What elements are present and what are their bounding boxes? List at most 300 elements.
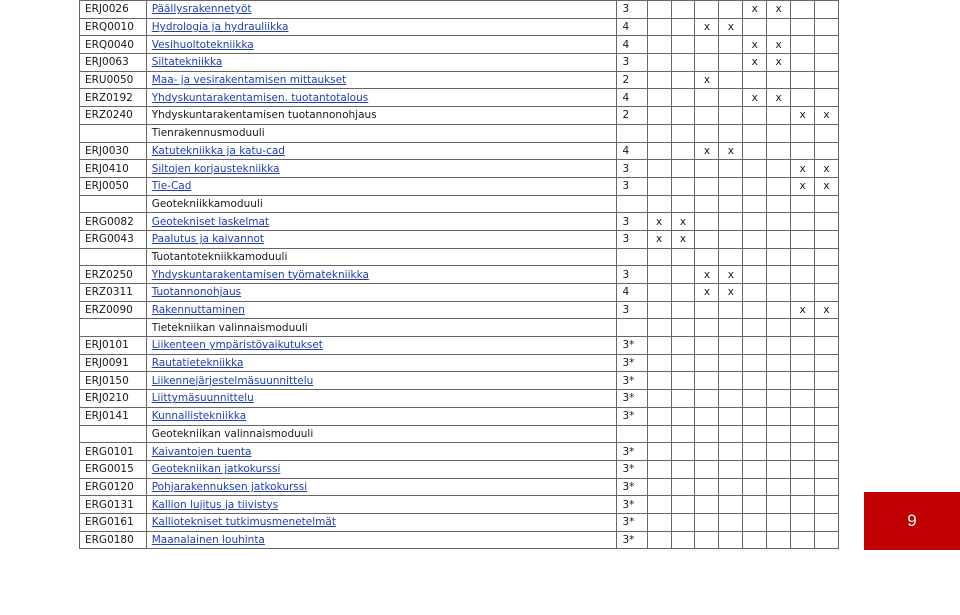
mark-cell: x [695,284,719,302]
mark-cell [671,513,695,531]
mark-cell [791,443,815,461]
mark-cell [743,124,767,142]
module-header-row [80,195,839,213]
mark-cell [815,319,839,337]
mark-cell [767,425,791,443]
mark-cell [695,425,719,443]
course-name-link[interactable]: Kaivantojen tuenta [151,445,252,458]
mark-cell [719,443,743,461]
course-name-cell [146,266,617,284]
credits: 3 [617,213,647,231]
course-name-cell [146,230,617,248]
credits: 3* [617,513,647,531]
course-code: ERG0101 [80,443,147,461]
module-header-row [80,319,839,337]
course-row [80,407,839,425]
mark-cell [767,284,791,302]
course-row [80,284,839,302]
mark-cell: x [767,36,791,54]
mark-cell [671,460,695,478]
mark-cell [647,195,671,213]
mark-cell [719,531,743,549]
mark-cell [767,301,791,319]
mark-cell [743,301,767,319]
mark-cell [695,124,719,142]
credits: 4 [617,142,647,160]
mark-cell [791,407,815,425]
course-row [80,36,839,54]
mark-cell [719,107,743,125]
course-code: ERG0161 [80,513,147,531]
mark-cell [671,478,695,496]
course-row [80,496,839,514]
course-name-link[interactable]: Tuotannonohjaus [151,286,242,299]
credits-cell [617,319,647,337]
credits: 4 [617,36,647,54]
course-name-cell [146,460,617,478]
mark-cell [695,407,719,425]
credits: 4 [617,18,647,36]
mark-cell: x [743,36,767,54]
mark-cell [671,54,695,72]
mark-cell [647,18,671,36]
mark-cell [671,372,695,390]
mark-cell [815,230,839,248]
credits: 3* [617,390,647,408]
mark-cell: x [647,230,671,248]
credits: 2 [617,107,647,125]
mark-cell [671,266,695,284]
course-name-cell [146,89,617,107]
mark-cell: x [791,107,815,125]
mark-cell [719,36,743,54]
credits: 4 [617,284,647,302]
course-code: ERJ0141 [80,407,147,425]
mark-cell [647,390,671,408]
mark-cell [743,443,767,461]
course-name-link[interactable]: Kunnallistekniikka [151,410,247,423]
mark-cell [767,337,791,355]
mark-cell [671,177,695,195]
credits: 3 [617,160,647,178]
mark-cell [719,513,743,531]
mark-cell [791,142,815,160]
mark-cell [647,89,671,107]
mark-cell: x [815,107,839,125]
mark-cell: x [767,89,791,107]
mark-cell [791,89,815,107]
course-name-link[interactable]: Pohjarakennuksen jatkokurssi [151,480,308,493]
mark-cell [815,54,839,72]
mark-cell [647,177,671,195]
mark-cell [671,124,695,142]
mark-cell [767,71,791,89]
mark-cell [743,390,767,408]
mark-cell [719,460,743,478]
course-row [80,1,839,19]
mark-cell [815,124,839,142]
mark-cell [647,425,671,443]
mark-cell [719,89,743,107]
mark-cell [695,230,719,248]
mark-cell [671,89,695,107]
mark-cell [767,531,791,549]
course-row [80,513,839,531]
mark-cell [719,124,743,142]
course-name-cell [146,54,617,72]
credits: 3* [617,372,647,390]
mark-cell [791,513,815,531]
mark-cell [815,36,839,54]
course-row [80,213,839,231]
mark-cell [815,478,839,496]
credits: 3* [617,443,647,461]
mark-cell [719,177,743,195]
mark-cell [719,496,743,514]
mark-cell [719,1,743,19]
page-number: 9 [907,511,917,530]
course-name-link[interactable]: Rakennuttaminen [151,304,245,317]
credits: 3 [617,1,647,19]
course-row [80,160,839,178]
mark-cell [743,195,767,213]
course-name-link[interactable]: Vesihuoltotekniikka [151,38,254,51]
course-code: ERG0015 [80,460,147,478]
mark-cell [647,372,671,390]
course-code-cell [80,195,147,213]
course-name-cell [146,496,617,514]
course-name-cell [146,36,617,54]
mark-cell [647,354,671,372]
course-row [80,18,839,36]
mark-cell [695,107,719,125]
course-name-cell [146,160,617,178]
mark-cell [743,71,767,89]
course-name-link[interactable]: Liittymäsuunnittelu [151,392,254,405]
mark-cell [815,89,839,107]
mark-cell [695,337,719,355]
course-name-cell [146,354,617,372]
mark-cell [695,513,719,531]
mark-cell [791,18,815,36]
course-name-cell [146,337,617,355]
mark-cell [647,54,671,72]
credits: 3* [617,478,647,496]
mark-cell: x [671,213,695,231]
mark-cell [671,443,695,461]
mark-cell [695,390,719,408]
mark-cell [815,354,839,372]
credits-cell [617,248,647,266]
mark-cell [647,319,671,337]
mark-cell: x [815,160,839,178]
credits: 2 [617,71,647,89]
mark-cell [815,18,839,36]
course-row [80,301,839,319]
mark-cell [767,390,791,408]
course-name-link[interactable]: Geotekniikan jatkokurssi [151,463,281,476]
course-code: ERG0131 [80,496,147,514]
course-name-link[interactable]: Katutekniikka ja katu-cad [151,144,285,157]
course-name-link[interactable]: Liikennejärjestelmäsuunnittelu [151,374,314,387]
mark-cell [767,513,791,531]
mark-cell [671,337,695,355]
mark-cell [743,513,767,531]
mark-cell [743,319,767,337]
mark-cell [719,195,743,213]
mark-cell [671,496,695,514]
mark-cell [671,531,695,549]
mark-cell [647,36,671,54]
mark-cell [671,407,695,425]
course-name-link[interactable]: Siltatekniikka [151,56,223,69]
course-name-cell [146,142,617,160]
page-number-badge [864,492,960,550]
mark-cell [695,160,719,178]
mark-cell [791,54,815,72]
mark-cell: x [743,89,767,107]
mark-cell [647,107,671,125]
mark-cell [767,124,791,142]
mark-cell: x [647,213,671,231]
course-code: ERZ0311 [80,284,147,302]
mark-cell [791,496,815,514]
course-name-link[interactable]: Hydrologia ja hydrauliikka [151,21,289,34]
mark-cell: x [791,301,815,319]
course-code: ERJ0210 [80,390,147,408]
mark-cell [695,301,719,319]
mark-cell [767,160,791,178]
course-name-link[interactable]: Siltojen korjaustekniikka [151,162,280,175]
mark-cell [647,266,671,284]
mark-cell [815,1,839,19]
mark-cell [695,213,719,231]
course-code: ERJ0030 [80,142,147,160]
course-name: Yhdyskuntarakentamisen tuotannonohjaus [146,107,617,125]
mark-cell [671,18,695,36]
mark-cell [695,460,719,478]
course-name-link[interactable]: Rautatietekniikka [151,357,244,370]
course-name-link[interactable]: Liikenteen ympäristövaikutukset [151,339,323,352]
course-row [80,266,839,284]
credits: 3* [617,496,647,514]
course-code: ERG0120 [80,478,147,496]
course-name-cell [146,443,617,461]
course-row [80,354,839,372]
course-name-link[interactable]: Maanalainen louhinta [151,533,265,546]
credits: 3* [617,407,647,425]
mark-cell [743,248,767,266]
credits: 3* [617,354,647,372]
course-name-link[interactable]: Kalliotekniset tutkimusmenetelmät [151,516,336,529]
mark-cell [815,248,839,266]
mark-cell [815,195,839,213]
course-table [79,0,839,549]
course-name-link[interactable]: Maa- ja vesirakentamisen mittaukset [151,74,347,87]
mark-cell [719,407,743,425]
mark-cell [719,160,743,178]
mark-cell [743,107,767,125]
course-code: ERJ0410 [80,160,147,178]
mark-cell [815,531,839,549]
mark-cell: x [719,284,743,302]
mark-cell [719,372,743,390]
mark-cell [671,284,695,302]
course-code: ERJ0063 [80,54,147,72]
mark-cell [743,213,767,231]
mark-cell: x [671,230,695,248]
mark-cell [791,354,815,372]
mark-cell [743,354,767,372]
mark-cell [815,71,839,89]
course-code: ERU0050 [80,71,147,89]
mark-cell [695,54,719,72]
mark-cell [695,36,719,54]
mark-cell [815,425,839,443]
mark-cell [743,142,767,160]
mark-cell [671,354,695,372]
mark-cell: x [695,18,719,36]
course-name-cell [146,372,617,390]
mark-cell [719,319,743,337]
course-name-cell [146,213,617,231]
mark-cell [671,248,695,266]
course-name-link[interactable]: Tie-Cad [151,180,192,193]
mark-cell [815,390,839,408]
mark-cell: x [815,177,839,195]
mark-cell [647,71,671,89]
mark-cell [815,513,839,531]
mark-cell [767,407,791,425]
credits: 3 [617,266,647,284]
course-name-link[interactable]: Päällysrakennetyöt [151,3,252,16]
mark-cell [743,18,767,36]
mark-cell [647,496,671,514]
mark-cell [743,177,767,195]
mark-cell [647,160,671,178]
mark-cell [743,531,767,549]
credits-cell [617,124,647,142]
course-code: ERJ0026 [80,1,147,19]
credits: 3 [617,177,647,195]
mark-cell: x [695,142,719,160]
mark-cell [719,478,743,496]
course-name-link[interactable]: Yhdyskuntarakentamisen työmatekniikka [151,268,369,281]
mark-cell [671,142,695,160]
course-row [80,71,839,89]
mark-cell [671,319,695,337]
mark-cell [695,496,719,514]
mark-cell [647,142,671,160]
mark-cell [791,124,815,142]
mark-cell [767,460,791,478]
mark-cell [743,372,767,390]
mark-cell [767,107,791,125]
mark-cell [767,142,791,160]
course-code: ERZ0192 [80,89,147,107]
mark-cell [671,71,695,89]
mark-cell [815,284,839,302]
module-header: Tuotantotekniikkamoduuli [146,248,617,266]
module-header: Geotekniikkamoduuli [146,195,617,213]
mark-cell [767,478,791,496]
mark-cell [671,195,695,213]
mark-cell [743,266,767,284]
course-code-cell [80,425,147,443]
mark-cell [791,390,815,408]
course-code: ERG0082 [80,213,147,231]
credits: 3 [617,301,647,319]
mark-cell [719,425,743,443]
course-name-link[interactable]: Paalutus ja kaivannot [151,233,265,246]
course-row [80,372,839,390]
mark-cell [743,160,767,178]
mark-cell [647,443,671,461]
mark-cell [791,195,815,213]
mark-cell [815,372,839,390]
mark-cell: x [719,18,743,36]
mark-cell [647,284,671,302]
mark-cell [671,1,695,19]
module-header: Tienrakennusmoduuli [146,124,617,142]
credits-cell [617,425,647,443]
course-name-cell [146,478,617,496]
course-row [80,390,839,408]
mark-cell [695,319,719,337]
mark-cell [671,160,695,178]
mark-cell [719,71,743,89]
course-row [80,54,839,72]
mark-cell [791,248,815,266]
course-name-link[interactable]: Yhdyskuntarakentamisen. tuotantotalous [151,91,369,104]
mark-cell [791,266,815,284]
credits: 3* [617,460,647,478]
mark-cell [671,390,695,408]
course-name-link[interactable]: Kallion lujitus ja tiivistys [151,498,279,511]
credits: 3 [617,54,647,72]
course-row [80,443,839,461]
mark-cell: x [767,54,791,72]
mark-cell [743,230,767,248]
mark-cell [671,107,695,125]
module-header-row [80,124,839,142]
mark-cell [647,301,671,319]
mark-cell [647,337,671,355]
mark-cell [695,372,719,390]
mark-cell [767,213,791,231]
mark-cell [695,195,719,213]
course-row [80,460,839,478]
course-name-link[interactable]: Geotekniset laskelmat [151,215,270,228]
course-name-cell [146,18,617,36]
mark-cell: x [767,1,791,19]
mark-cell [695,248,719,266]
mark-cell [647,531,671,549]
mark-cell [695,89,719,107]
mark-cell: x [719,266,743,284]
mark-cell [719,390,743,408]
course-row [80,478,839,496]
course-code: ERG0043 [80,230,147,248]
mark-cell [767,230,791,248]
mark-cell [647,460,671,478]
mark-cell [791,284,815,302]
mark-cell [791,230,815,248]
mark-cell [791,425,815,443]
mark-cell [767,18,791,36]
mark-cell [695,443,719,461]
mark-cell [671,36,695,54]
